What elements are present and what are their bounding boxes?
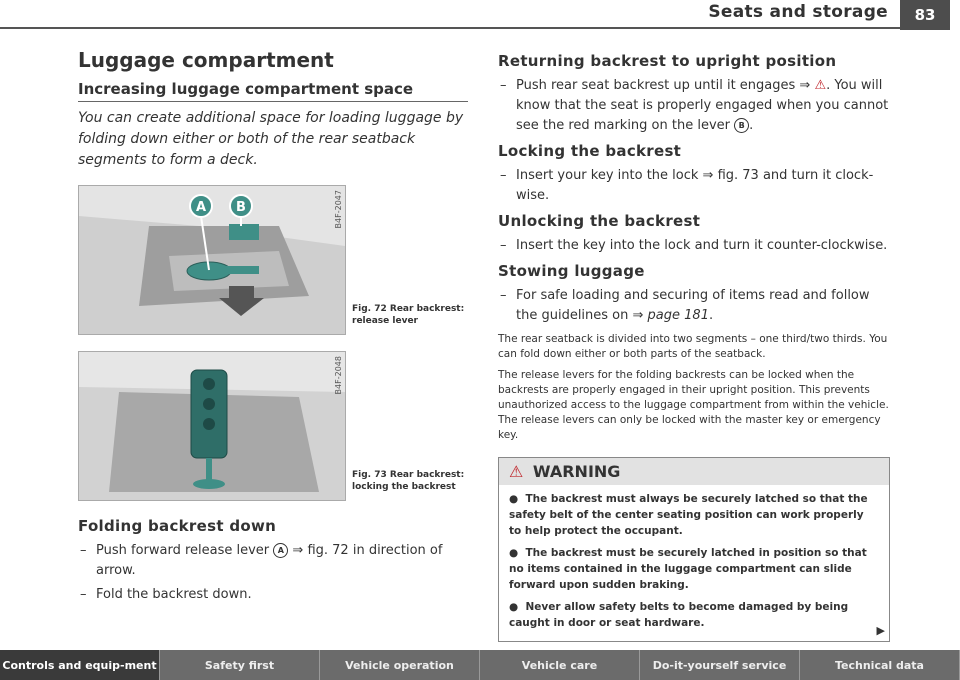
figure-72-code: B4F-2047 <box>334 190 343 229</box>
stowing-step-end: . <box>708 308 714 323</box>
returning-step-end: . <box>749 118 754 133</box>
callout-b-icon: B <box>734 118 749 133</box>
locking-step: – Insert your key into the lock ⇒ fig. 73 and turn it clock-wise. <box>498 166 890 206</box>
warning-item-2: ● The backrest must be securely latched in position so that no items contained in the luggage compartment can slide forward upon sudden braking. <box>509 547 867 591</box>
returning-heading: Returning backrest to upright position <box>498 52 837 70</box>
continue-arrow-icon: ▶ <box>876 624 885 637</box>
figure-72-caption-line1: Fig. 72 Rear backrest: <box>352 304 465 314</box>
warning-item-3: ● Never allow safety belts to become damaged by being caught in door or seat hardware. <box>509 601 849 629</box>
intro-text: You can create additional space for loading luggage by folding down either or both of the rear seatback segments to form a deck. <box>78 110 464 168</box>
folding-step-1-ref[interactable]: ⇒ fig. 72 in direction of arrow. <box>96 543 443 578</box>
figure-73-caption-line2: locking the backrest <box>352 482 456 492</box>
warning-title: WARNING <box>532 462 621 481</box>
figure-73 <box>78 351 468 501</box>
folding-step-1 <box>78 541 468 581</box>
warning-triangle-icon: ⚠ <box>814 78 827 93</box>
stowing-heading: Stowing luggage <box>498 262 645 280</box>
warning-icon: ⚠ <box>509 462 524 481</box>
footer-nav <box>0 650 960 680</box>
figure-73-code: B4F-2048 <box>334 356 343 395</box>
returning-step-text: Push rear seat backrest up until it engages ⇒ <box>516 78 815 93</box>
locking-steps <box>498 166 890 206</box>
returning-step-text-2: . You will know that the seat is properly engaged when you cannot see the red marking on the lever <box>516 78 889 133</box>
callout-a-icon: A <box>273 543 288 558</box>
unlocking-steps <box>498 236 890 256</box>
figure-72-caption-line2: release lever <box>352 316 418 326</box>
warning-item-2-text: The backrest must be securely latched in position so that no items contained in the luggage compartment can slide forward upon sudden braking. <box>509 547 867 591</box>
figure-73-caption-line1: Fig. 73 Rear backrest: <box>352 470 465 480</box>
figure-73-caption <box>352 469 472 493</box>
warning-item-3-text: Never allow safety belts to become damaged by being caught in door or seat hardware. <box>509 601 849 629</box>
warning-item-1-text: The backrest must always be securely latched so that the safety belt of the center seating position can work properly to help protect the occupant. <box>509 493 868 537</box>
release-lever-illustration <box>79 186 345 334</box>
callout-b-label: B <box>236 200 246 215</box>
footer-tab-vehicle-operation[interactable]: Vehicle operation <box>320 650 480 680</box>
footer-tab-diy-service[interactable]: Do-it-yourself service <box>640 650 800 680</box>
stowing-step-text: For safe loading and securing of items read and follow the guidelines on ⇒ <box>516 288 870 323</box>
warning-body <box>499 485 889 641</box>
release-lever-info-paragraph: The release levers for the folding backrests can be locked when the backrests are properly engaged in their upright position. This prevents unauthorized access to the luggage compartment from within the vehicle. The release levers can only be locked with the master key or emergency key. <box>498 369 889 441</box>
section-title: Luggage compartment <box>78 48 334 72</box>
subsection-title: Increasing luggage compartment space <box>78 80 468 102</box>
unlocking-step: – Insert the key into the lock and turn it counter-clockwise. <box>498 236 890 256</box>
left-column <box>78 48 468 611</box>
unlocking-heading: Unlocking the backrest <box>498 212 701 230</box>
right-column <box>498 48 890 642</box>
footer-tab-vehicle-care[interactable]: Vehicle care <box>480 650 640 680</box>
figure-72-image <box>78 185 346 335</box>
footer-tab-technical-data[interactable]: Technical data <box>800 650 960 680</box>
warning-item-1: ● The backrest must always be securely latched so that the safety belt of the center seating position can work properly to help protect the occupant. <box>509 493 868 537</box>
locking-heading: Locking the backrest <box>498 142 682 160</box>
header-rule <box>0 27 900 29</box>
folding-heading: Folding backrest down <box>78 517 277 535</box>
returning-step <box>498 76 890 136</box>
callout-a-label: A <box>195 200 207 215</box>
returning-steps <box>498 76 890 136</box>
footer-tab-controls[interactable]: Controls and equip-ment <box>0 650 160 680</box>
stowing-step <box>498 286 890 326</box>
page-181-link[interactable]: page 181 <box>647 308 709 323</box>
figure-72 <box>78 185 468 335</box>
key-lock-illustration <box>79 352 345 500</box>
chapter-title: Seats and storage <box>708 2 888 22</box>
seatback-info-paragraph: The rear seatback is divided into two segments – one third/two thirds. You can fold down either or both parts of the seatback. <box>498 333 888 360</box>
page-number: 83 <box>900 0 950 30</box>
stowing-steps <box>498 286 890 326</box>
folding-step-1-text: Push forward release lever <box>96 543 274 558</box>
warning-box <box>498 457 890 642</box>
figure-73-image <box>78 351 346 501</box>
warning-header <box>499 458 889 485</box>
folding-steps <box>78 541 468 605</box>
folding-step-2: – Fold the backrest down. <box>78 585 468 605</box>
footer-tab-safety[interactable]: Safety first <box>160 650 320 680</box>
figure-72-caption <box>352 303 472 327</box>
